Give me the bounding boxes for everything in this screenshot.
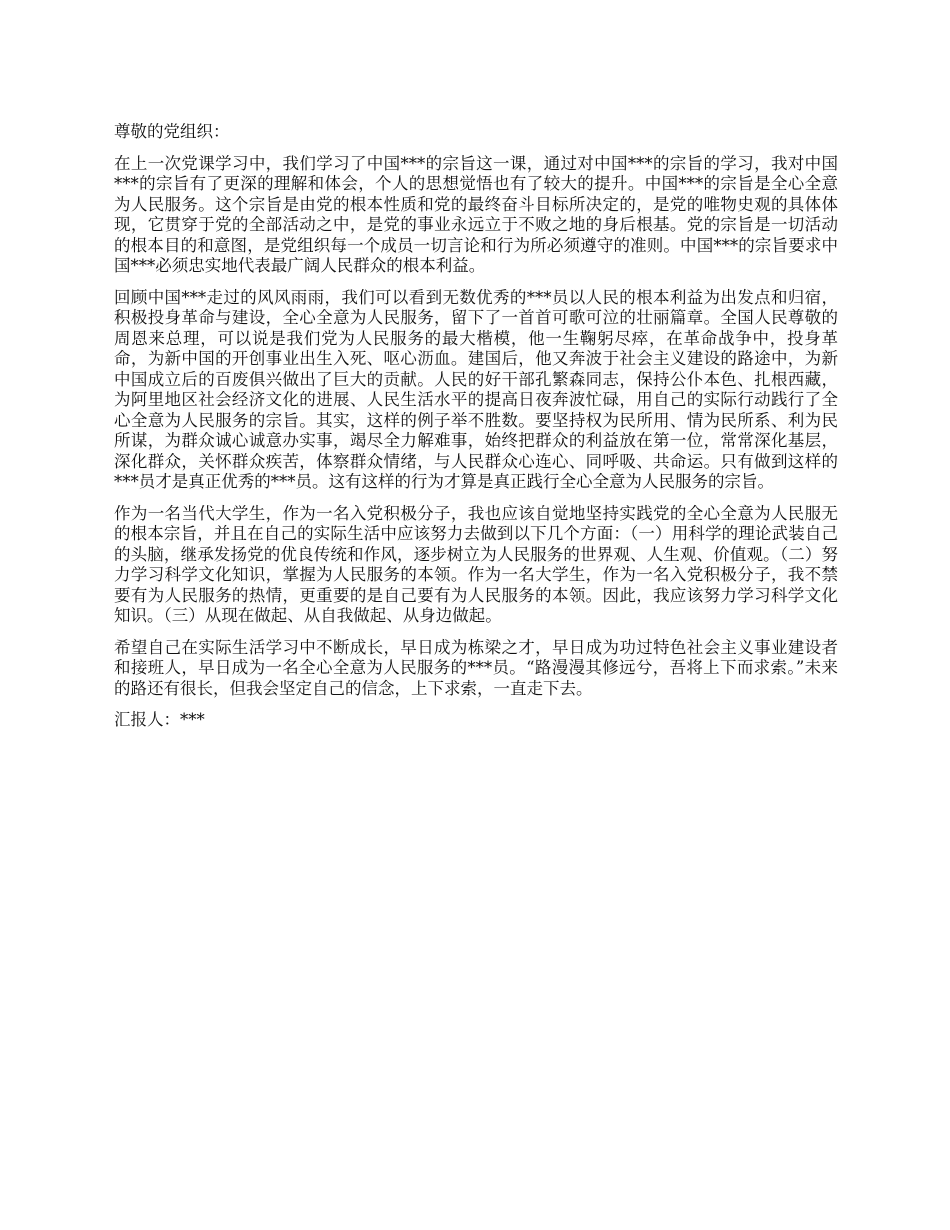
paragraph-student-duty: 作为一名当代大学生，作为一名入党积极分子，我也应该自觉地坚持实践党的全心全意为人民服无的根本宗旨，并且在自己的实际生活中应该努力去做到以下几个方面：（一）用科学的理论武装自己的头脑，继承发扬党的优良传统和作风，逐步树立为人民服务的世界观、人生观、价值观。（二）努力学习科学文化知识，掌握为人民服务的本领。作为一名大学生，作为一名入党积极分子，我不禁要有为人民服务的热情，更重要的是自己要有为人民服务的本领。因此，我应该努力学习科学文化知识。（三）从现在做起、从自我做起、从身边做起。 bbox=[114, 503, 838, 625]
paragraph-history: 回顾中国***走过的风风雨雨，我们可以看到无数优秀的***员以人民的根本利益为出发点和归宿，积极投身革命与建设，全心全意为人民服务，留下了一首首可歌可泣的壮丽篇章。全国人民尊敬的周恩来总理，可以说是我们党为人民服务的最大楷模，他一生鞠躬尽瘁，在革命战争中，投身革命，为新中国的开创事业出生入死、呕心沥血。建国后，他又奔波于社会主义建设的路途中，为新中国成立后的百废俱兴做出了巨大的贡献。人民的好干部孔繁森同志，保持公仆本色、扎根西藏，为阿里地区社会经济文化的进展、人民生活水平的提高日夜奔波忙碌，用自己的实际行动践行了全心全意为人民服务的宗旨。其实，这样的例子举不胜数。要坚持权为民所用、情为民所系、利为民所谋，为群众诚心诚意办实事，竭尽全力解难事，始终把群众的利益放在第一位，常常深化基层，深化群众，关怀群众疾苦，体察群众情绪，与人民群众心连心、同呼吸、共命运。只有做到这样的***员才是真正优秀的***员。这有这样的行为才算是真正践行全心全意为人民服务的宗旨。 bbox=[114, 287, 838, 491]
signature: 汇报人：*** bbox=[114, 710, 205, 729]
paragraph-purpose: 在上一次党课学习中，我们学习了中国***的宗旨这一课，通过对中国***的宗旨的学习，我对中国***的宗旨有了更深的理解和体会，个人的思想觉悟也有了较大的提升。中国***的宗旨是全心全意为人民服务。这个宗旨是由党的根本性质和党的最终奋斗目标所决定的，是党的唯物史观的具体体现，它贯穿于党的全部活动之中，是党的事业永远立于不败之地的身后根基。党的宗旨是一切活动的根本目的和意图，是党组织每一个成员一切言论和行为所必须遵守的准则。中国***的宗旨要求中国***必须忠实地代表最广阔人民群众的根本利益。 bbox=[114, 153, 838, 275]
document-body bbox=[114, 122, 838, 742]
paragraph-hope: 希望自己在实际生活学习中不断成长，早日成为栋梁之才，早日成为功过特色社会主义事业建设者和接班人，早日成为一名全心全意为人民服务的***员。“路漫漫其修远兮，吾将上下而求索。”未来的路还有很长，但我会坚定自己的信念，上下求索，一直走下去。 bbox=[114, 637, 838, 698]
salutation: 尊敬的党组织： bbox=[114, 122, 230, 141]
